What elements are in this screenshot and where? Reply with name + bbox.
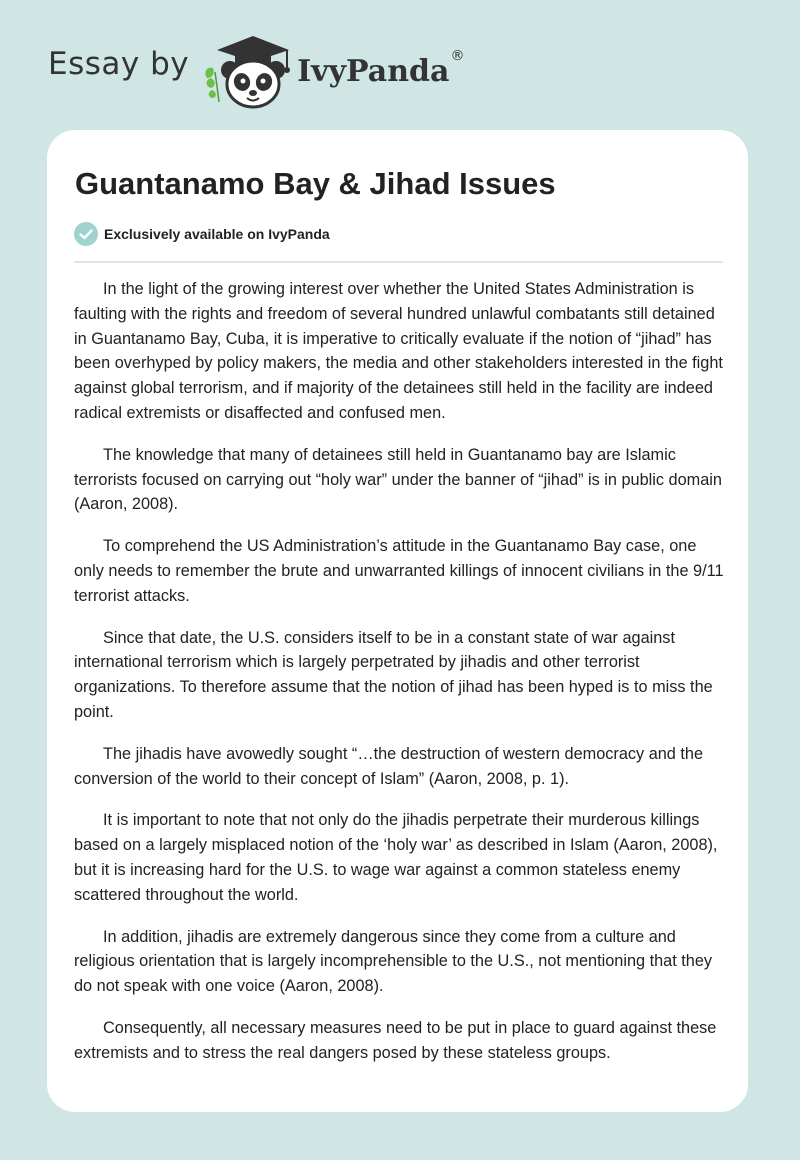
essay-by-label: Essay by (48, 46, 190, 82)
article-card (47, 130, 748, 1112)
paragraph: Since that date, the U.S. considers itself to be in a constant state of war against international terrorism which is largely perpetrated by jihadis and other terrorist organizations. To therefore assume that the notion of jihad has been hyped is to miss the point. (74, 628, 713, 721)
site-logo[interactable] (48, 28, 464, 112)
paragraph: In the light of the growing interest over whether the United States Administration is faulting with the rights and freedom of several hundred unlawful combatants still detained in Guantanamo Bay, Cuba, it is imperative to critically evaluate if the notion of “jihad” has been overhyped by policy makers, the media and other stakeholders interested in the fight against global terrorism, and if majority of the detainees still held in the facility are indeed radical extremists or disaffected and confused men. (74, 280, 723, 422)
article-body (74, 277, 724, 1083)
panda-graduation-cap-icon (203, 28, 295, 112)
paragraph: Consequently, all necessary measures need to be put in place to guard against these extremists and to stress the real dangers posed by these stateless groups. (74, 1018, 717, 1062)
availability-badge (74, 222, 330, 246)
paragraph: In addition, jihadis are extremely dangerous since they come from a culture and religious orientation that is largely incomprehensible to the U.S., not mentioning that they do not speak with one voice (Aaron, 2008). (74, 927, 713, 996)
paragraph: The knowledge that many of detainees still held in Guantanamo bay are Islamic terrorists focused on carrying out “holy war” under the banner of “jihad” is in public domain (Aaron, 2008). (74, 445, 722, 514)
paragraph: It is important to note that not only do the jihadis perpetrate their murderous killings based on a largely misplaced notion of the ‘holy war’ as described in Islam (Aaron, 2008), but it is increasing hard for the U.S. to wage war against a common stateless enemy scattered throughout the world. (74, 811, 718, 904)
page-title: Guantanamo Bay & Jihad Issues (75, 166, 556, 201)
ivy-leaf-icon (205, 68, 219, 102)
registered-mark: ® (450, 47, 465, 64)
availability-label: Exclusively available on IvyPanda (104, 226, 330, 242)
brand-name: IvyPanda® (297, 47, 465, 89)
paragraph: To comprehend the US Administration’s attitude in the Guantanamo Bay case, one only needs to remember the brute and unwarranted killings of innocent civilians in the 9/11 terrorist attacks. (74, 537, 724, 605)
divider (74, 261, 723, 263)
paragraph: The jihadis have avowedly sought “…the destruction of western democracy and the conversion of the world to their concept of Islam” (Aaron, 2008, p. 1). (74, 744, 704, 788)
check-circle-icon (74, 222, 98, 246)
